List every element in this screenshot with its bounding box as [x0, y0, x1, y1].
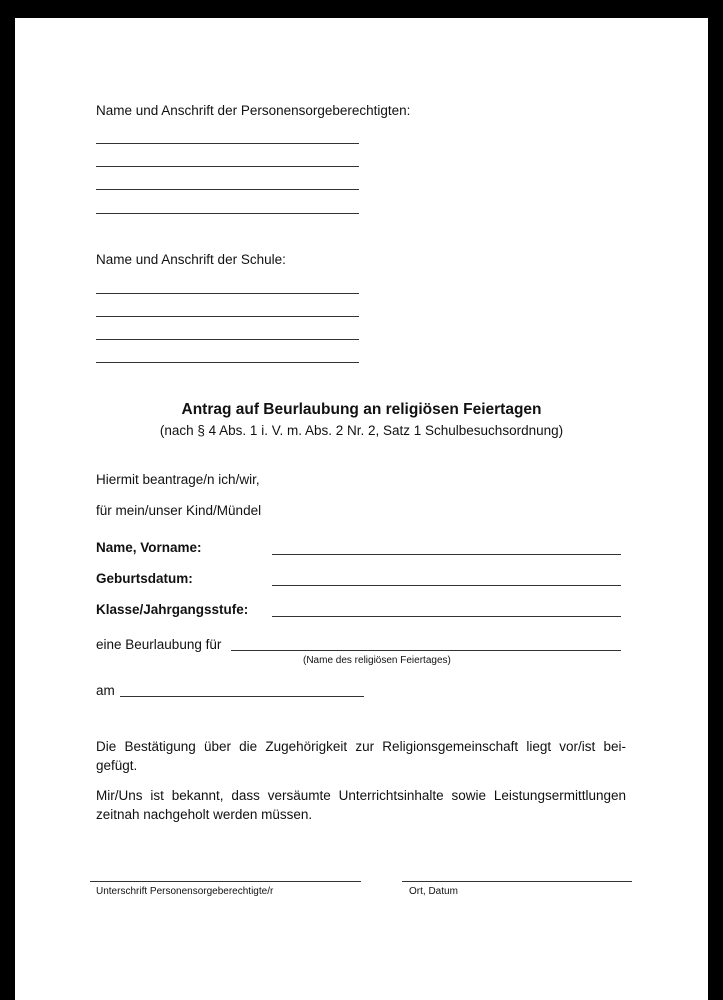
birthdate-field-line[interactable] — [272, 585, 621, 586]
school-address-line-2[interactable] — [96, 316, 359, 317]
guardian-signature-line[interactable] — [90, 881, 361, 882]
leave-field-line[interactable] — [231, 650, 621, 651]
place-date-line[interactable] — [402, 881, 632, 882]
class-field-label: Klasse/Jahrgangsstufe: — [96, 602, 249, 617]
birthdate-field-label: Geburtsdatum: — [96, 571, 193, 586]
intro-line-1: Hiermit beantrage/n ich/wir, — [96, 472, 260, 487]
place-date-caption: Ort, Datum — [409, 886, 458, 897]
leave-field-label: eine Beurlaubung für — [96, 637, 222, 652]
acknowledgement-statement: Mir/Uns ist bekannt, dass versäumte Unterrichtsinhalte sowie Leistungsermittlungen zeitnah nachgeholt werden müssen. — [96, 788, 626, 822]
school-address-line-4[interactable] — [96, 362, 359, 363]
date-field-label: am — [96, 683, 115, 698]
date-field-line[interactable] — [120, 696, 364, 697]
school-address-line-3[interactable] — [96, 339, 359, 340]
leave-field-caption: (Name des religiösen Feiertages) — [303, 655, 451, 666]
guardian-address-line-4[interactable] — [96, 213, 359, 214]
class-field-line[interactable] — [272, 616, 621, 617]
document-title: Antrag auf Beurlaubung an religiösen Feiertagen — [181, 401, 542, 418]
document-page — [15, 18, 708, 1000]
guardian-signature-caption: Unterschrift Personensorgeberechtigte/r — [96, 886, 274, 897]
guardian-address-line-1[interactable] — [96, 143, 359, 144]
guardian-address-line-3[interactable] — [96, 189, 359, 190]
name-field-label: Name, Vorname: — [96, 540, 202, 555]
intro-line-2: für mein/unser Kind/Mündel — [96, 503, 262, 518]
document-subtitle: (nach § 4 Abs. 1 i. V. m. Abs. 2 Nr. 2, Satz 1 Schulbesuchsordnung) — [159, 423, 564, 438]
confirmation-statement: Die Bestätigung über die Zugehörigkeit zur Religionsgemeinschaft liegt vor/ist bei-gefügt. — [96, 739, 626, 773]
school-address-label: Name und Anschrift der Schule: — [96, 252, 286, 267]
school-address-line-1[interactable] — [96, 293, 359, 294]
guardian-address-line-2[interactable] — [96, 166, 359, 167]
guardian-address-label: Name und Anschrift der Personensorgeberechtigten: — [96, 103, 411, 118]
name-field-line[interactable] — [272, 554, 621, 555]
